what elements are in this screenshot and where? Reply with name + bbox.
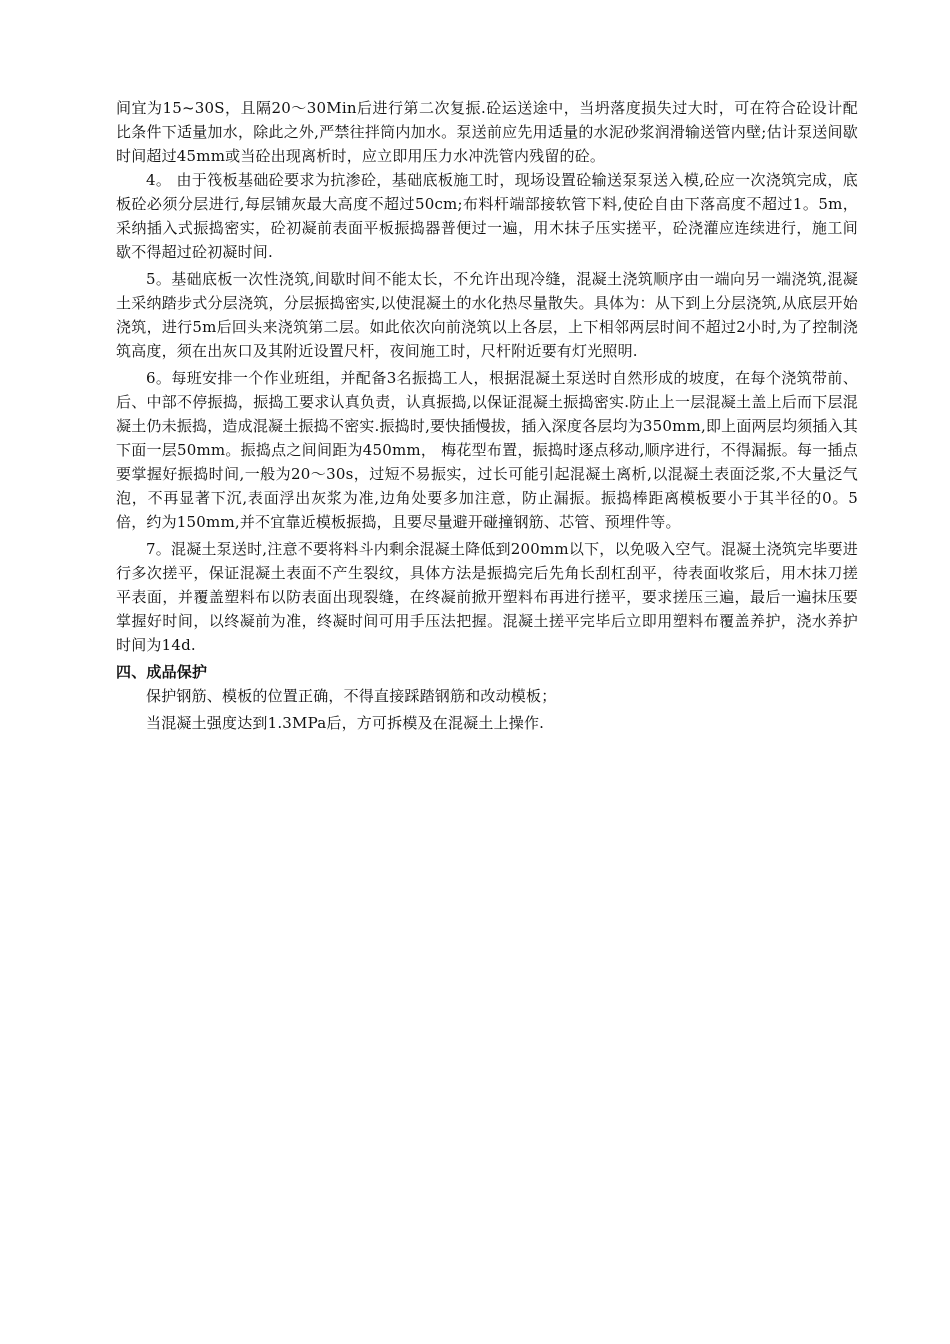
paragraph-item-4: 4。 由于筏板基础砼要求为抗渗砼，基础底板施工时，现场设置砼输送泵泵送入模,砼应一次浇筑完成，底板砼必须分层进行,每层铺灰最大高度不超过50cm;布料杆端部接软管下料,使砼自由下落高度不超过1。5m，采纳插入式振捣密实，砼初凝前表面平板振捣器普便过一遍，用木抹子压实搓平，砼浇灌应连续进行，施工间歇不得超过砼初凝时间. bbox=[116, 171, 858, 261]
paragraph-item-5: 5。基础底板一次性浇筑,间歇时间不能太长，不允许出现冷缝，混凝土浇筑顺序由一端向另一端浇筑,混凝土采纳踏步式分层浇筑，分层振捣密实,以使混凝土的水化热尽量散失。具体为：从下到上分层浇筑,从底层开始浇筑，进行5m后回头来浇筑第二层。如此依次向前浇筑以上各层，上下相邻两层时间不超过2小时,为了控制浇筑高度，须在出灰口及其附近设置尺杆，夜间施工时，尺杆附近要有灯光照明. bbox=[116, 270, 858, 360]
protection-item-2: 当混凝土强度达到1.3MPa后，方可拆模及在混凝土上操作. bbox=[146, 714, 545, 732]
paragraph-item-6: 6。每班安排一个作业班组，并配备3名振捣工人，根据混凝土泵送时自然形成的坡度，在每个浇筑带前、后、中部不停振捣，振捣工要求认真负责，认真振捣,以保证混凝土振捣密实.防止上一层混凝土盖上后而下层混凝土仍未振捣，造成混凝土振捣不密实.振捣时,要快插慢拔，插入深度各层均为350mm,即上面两层均须插入其下面一层50mm。振捣点之间间距为450mm， 梅花型布置，振捣时逐点移动,顺序进行，不得漏振。每一插点要掌握好振捣时间,一般为20～30s，过短不易振实，过长可能引起混凝土离析,以混凝土表面泛浆,不大量泛气泡，不再显著下沉,表面浮出灰浆为准,边角处要多加注意，防止漏振。振捣棒距离模板要小于其半径的0。5倍，约为150mm,并不宜靠近模板振捣，且要尽量避开碰撞钢筋、芯管、预埋件等。 bbox=[116, 369, 858, 531]
paragraph-item-7: 7。混凝土泵送时,注意不要将料斗内剩余混凝土降低到200mm以下，以免吸入空气。混凝土浇筑完毕要进行多次搓平，保证混凝土表面不产生裂纹，具体方法是振捣完后先角长刮杠刮平，待表面收浆后，用木抹刀搓平表面，并覆盖塑料布以防表面出现裂缝，在终凝前掀开塑料布再进行搓平，要求搓压三遍，最后一遍抹压要掌握好时间，以终凝前为准，终凝时间可用手压法把握。混凝土搓平完毕后立即用塑料布覆盖养护，浇水养护时间为14d. bbox=[116, 540, 858, 654]
section-heading-product-protection: 四、成品保护 bbox=[116, 663, 208, 681]
document-page bbox=[116, 96, 858, 735]
paragraph-continued: 间宜为15~30S，且隔20～30Min后进行第二次复振.砼运送途中，当坍落度损失过大时，可在符合砼设计配比条件下适量加水，除此之外,严禁往拌筒内加水。泵送前应先用适量的水泥砂浆润滑输送管内壁;估计泵送间歇时间超过45mm或当砼出现离析时，应立即用压力水冲洗管内残留的砼。 bbox=[116, 99, 858, 165]
protection-item-1: 保护钢筋、模板的位置正确，不得直接踩踏钢筋和改动模板； bbox=[146, 687, 557, 705]
